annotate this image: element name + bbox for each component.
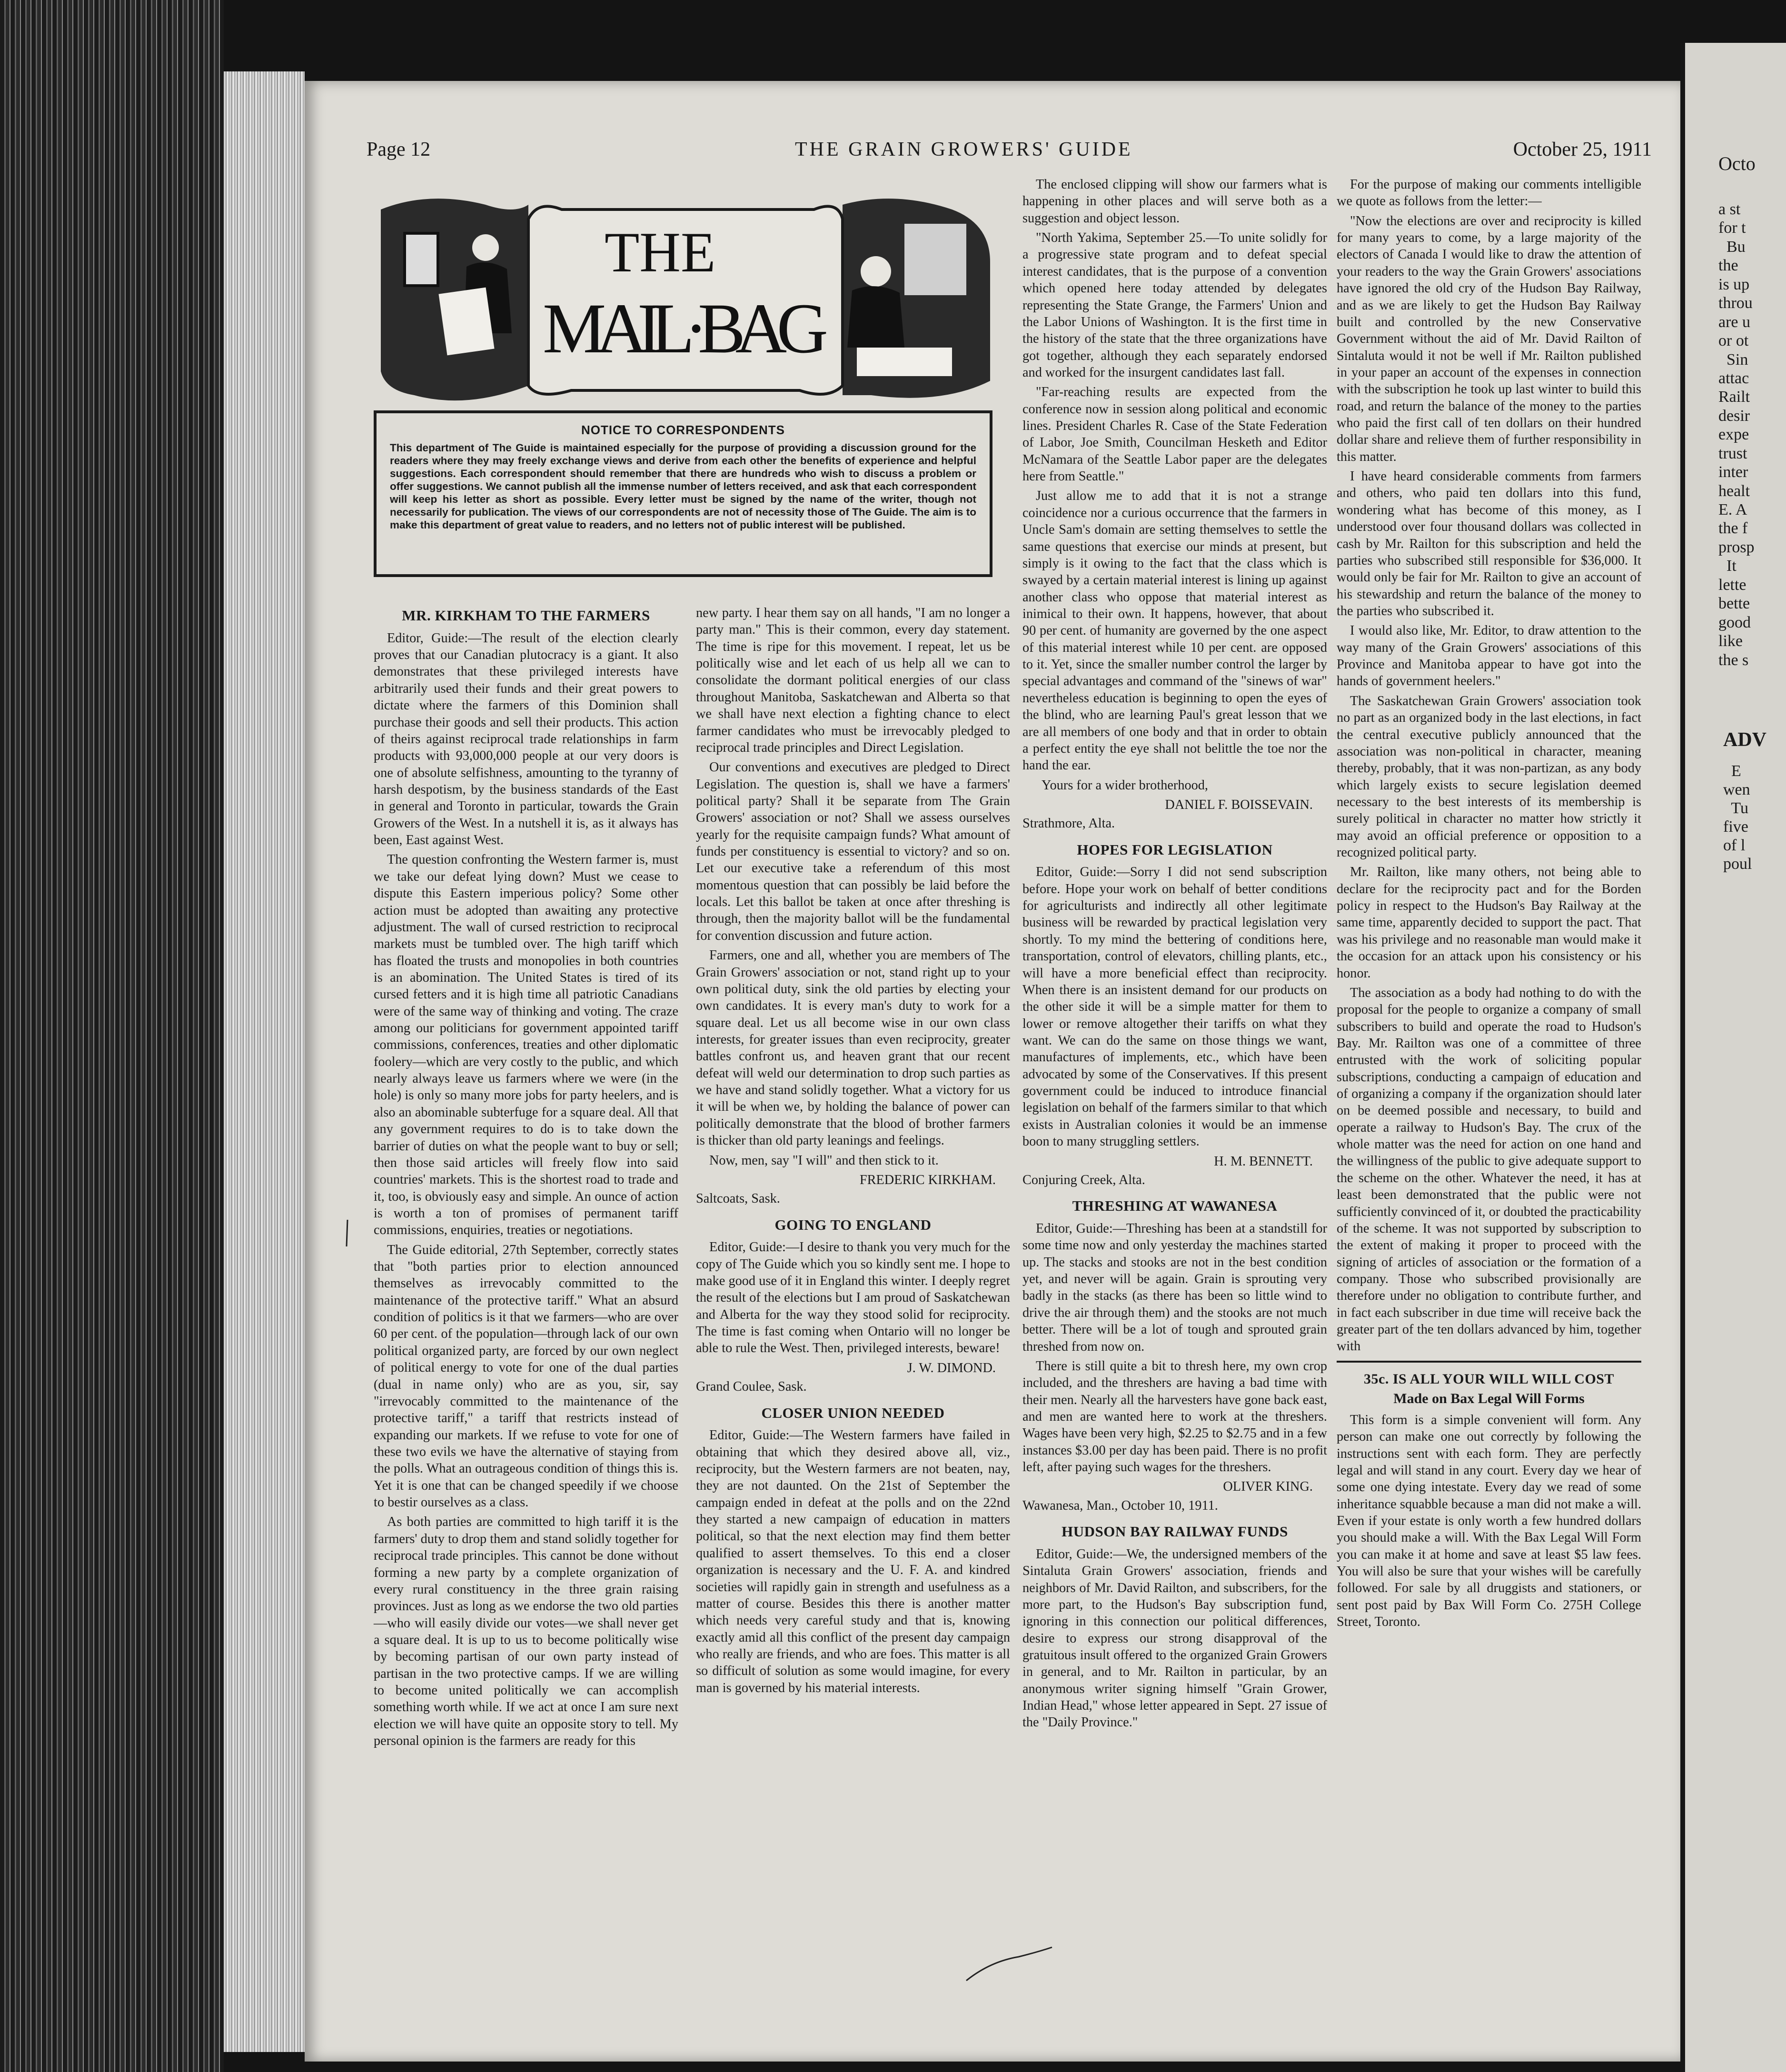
- mailbag-banner: [371, 190, 1000, 409]
- advert-subtitle: Made on Bax Legal Will Forms: [1393, 1391, 1585, 1407]
- kirkham-signature: FREDERIC KIRKHAM.: [859, 1172, 996, 1187]
- hudson-paragraph: "Now the elections are over and reciprocity is killed for many years to come, by a large majority of the electors of Canada I would like to draw the attention of your readers to the way the Grain Growers' associations have ignored the old cry of the Hudson Bay Railway, and as we are likely to get the Hudson Bay Railway built and controlled by the new Conservative Government without the aid of Mr. David Railton of Sintaluta would it not be well if Mr. Railton published in your paper an account of the expenses in connection with the subscription he took up last winter to build this road, and return the balance of the money to the parties who paid the first call of ten dollars on their hundred dollar share and relieve them of further responsibility in this matter.: [1337, 213, 1641, 464]
- book-binding: [0, 0, 224, 2072]
- kirkham-title: MR. KIRKHAM TO THE FARMERS: [402, 607, 650, 624]
- banner-mailbag: MAIL·BAG: [543, 289, 828, 368]
- kirkham-paragraph: The question confronting the Western farmer is, must we take our defeat lying down? Must we cease to dispute this Eastern imperious policy? Some other action must be adopted than awaiting any protective adjustment. The wall of cursed restriction to reciprocal markets must be tumbled over. The high tariff which has floated the trusts and monopolies in both countries is an abomination. The United States is tired of its cursed fetters and it is high time all patriotic Canadians were of the same way of thinking and voting. The craze among our politicians for government appointed tariff commissions, conferences, treaties and other diplomatic foolery—which are very costly to the public, and which nearly always leave us farmers where we were (in the hole) is only so many more jobs for party heelers, and is also an abominable subterfuge for a square deal. All that any government requires to do is to take down the barrier of duties on what the people want to buy or sell; then those said articles will freely flow into said countries' markets. This is the shortest road to trade and it, too, is obviously easy and simple. An ounce of action is worth a ton of promises of permanent tariff commissions, enquiries, treaties or negotiations.: [374, 852, 678, 1238]
- column-1: [374, 600, 678, 1752]
- closer-closing: Yours for a wider brotherhood,: [1042, 777, 1208, 793]
- closer-paragraph: The enclosed clipping will show our farmers what is happening in other places and will serve both as a suggestion and object lesson.: [1022, 177, 1327, 226]
- hudson-paragraph: Editor, Guide:—We, the undersigned members of the Sintaluta Grain Growers' association, friends and neighbors of Mr. David Railton, and subscribers, for the more part, to the Hudson's Bay subscription fund, ignoring in this connection our political differences, desire to express our strong disapproval of the gratuitous insult offered to the organized Grain Growers in general, and to Mr. Railton in particular, by an anonymous writer signing himself "Grain Grower, Indian Head," whose letter appeared in Sept. 27 issue of the "Daily Province.": [1022, 1546, 1327, 1730]
- kirkham-paragraph: Our conventions and executives are pledged to Direct Legislation. The question is, shall we have a farmers' political party? Shall it be separate from The Grain Growers' association or not? Shall we assess ourselves yearly for the requisite campaign funds? What amount of funds per constituency is essential to victory? and so on. Let our executive take a referendum of this most momentous question that can possibly be laid before the locals. Let this ballot be taken at once after threshing is through, then the majority ballot will be the fundamental for convention discussion and future action.: [696, 760, 1010, 943]
- hudson-paragraph: The association as a body had nothing to do with the proposal for the people to organize a company of small subscribers to build and operate the road to Hudson's Bay. Mr. Railton was one of a committee of three entrusted with the work of soliciting popular subscriptions, conducting a campaign of education and of organizing a company if the organization should later on be deemed possible and necessary, to build and operate a railway to Hudson's Bay. The crux of the whole matter was the need for action on one hand and the willingness of the public to give adequate support to the scheme on the other. Whatever the need, it has at least been demonstrated that the public were not sufficiently convinced of it, or doubted the practicability of the scheme. It was not supported by subscription to the extent of making it proper to proceed with the signing of articles of association or the formation of a company. Those who subscribed provisionally are therefore under no obligation to contribute further, and in fact each subscriber in due time will receive back the greater part of the ten dollars advanced by him, together with: [1337, 985, 1641, 1354]
- column-2: [696, 605, 1010, 1699]
- kirkham-paragraph: As both parties are committed to high tariff it is the farmers' duty to drop them and stand solidly together for reciprocal trade principles. This cannot be done without forming a new party by a complete organization of every rural constituency in the three grain raising provinces. Just as long as we endorse the two old parties—who will easily divide our votes—we shall never get a square deal. It is up to us to become politically wise by becoming partisan of our own party instead of partisan in the two protective camps. If we are willing to become united politically we can accomplish something worth while. If we act at once I am sure next election we will have quite an opposite story to tell. My personal opinion is the farmers are ready for this: [374, 1514, 678, 1749]
- page-number: Page 12: [367, 139, 431, 160]
- page-header: [367, 138, 1652, 167]
- column-4: [1337, 176, 1641, 1633]
- notice-to-correspondents: [374, 410, 992, 577]
- reader-head: [472, 234, 499, 261]
- wawanesa-paragraph: There is still quite a bit to thresh here, my own crop included, and the threshers are having a bad time with their men. Nearly all the harvesters have gone back east, and men are wanted here to work at the threshers. Wages have been very high, $2.25 to $2.75 and in a few instances $3.00 per day has been paid. There is no profit left, after paying such wages for the threshers.: [1022, 1358, 1327, 1475]
- england-title: GOING TO ENGLAND: [774, 1216, 932, 1233]
- hudson-paragraph: I would also like, Mr. Editor, to draw attention to the way many of the Grain Growers' associations of this Province and Manitoba appear to have got into the hands of government heelers.": [1337, 623, 1641, 689]
- hopes-signature: H. M. BENNETT.: [1214, 1154, 1313, 1169]
- adjacent-page: [1680, 43, 1786, 2072]
- closer-title: CLOSER UNION NEEDED: [761, 1404, 945, 1421]
- advert-title: 35c. IS ALL YOUR WILL WILL COST: [1364, 1371, 1614, 1387]
- kirkham-place: Saltcoats, Sask.: [696, 1191, 780, 1206]
- kirkham-paragraph: The Guide editorial, 27th September, correctly states that "both parties prior to election announced themselves as irrevocably committed to the maintenance of the protective tariff." What an absurd condition of politics is it that we farmers—who are over 60 per cent. of the population—through lack of our own political organized party, are forced by our own neglect of political energy to vote for one of the dual parties (dual in name only) who are as you, sir, say "irrevocably committed to the maintenance of the protective tariff," a tariff that restricts instead of expanding our markets. If we refuse to vote for one of these two evils we have the alternative of staying from the polls. What an outrageous condition of things this is. Yet it is one that can be changed speedily if we choose to bestir ourselves as a class.: [374, 1242, 678, 1510]
- issue-date: October 25, 1911: [1513, 139, 1652, 160]
- hopes-paragraph: Editor, Guide:—Sorry I did not send subscription before. Hope your work on behalf of better conditions for agriculturists and indirectly all other legitimate business will be rewarded by practical legislation very shortly. To my mind the bettering of conditions here, transportation, control of elevators, chilling plants, etc., will have a more beneficial effect than reciprocity. When there is an insistent demand for our products on the other side it will be a simple matter for them to lower or remove altogether their tariffs on what they want. We can do the same on those things we want, manufactures of implements, etc., which have been advocated by some of the Conservatives. If this present government could be induced to introduce financial legislation on behalf of the farmers similar to that which exists in Australian colonies it would be an immense boon to many struggling settlers.: [1022, 865, 1327, 1149]
- england-paragraph: Editor, Guide:—I desire to thank you very much for the copy of The Guide which you so kindly sent me. I hope to make good use of it in England this winter. I deeply regret the result of the elections but I am proud of Saskatchewan and Alberta for the way they stood solid for reciprocity. The time is fast coming when Ontario will no longer be able to rule the West. Then, privileged interests, beware!: [696, 1240, 1010, 1356]
- banner-the: THE: [605, 220, 716, 284]
- notice-body: This department of The Guide is maintained especially for the purpose of providing a discussion ground for the readers where they may freely exchange views and derive from each other the benefits of experience and helpful suggestions. Each correspondent should remember that there are hundreds who wish to discuss a problem or offer suggestions. We cannot publish all the immense number of letters received, and ask that each correspondent will keep his letter as short as possible. Every letter must be signed by the name of the writer, though not necessarily for publication. The views of our correspondents are not of necessity those of The Guide. The aim is to make this department of great value to readers, and no letters not of public interest will be published.: [390, 442, 976, 531]
- wawanesa-place: Wawanesa, Man., October 10, 1911.: [1022, 1498, 1218, 1513]
- closer-paragraph: "North Yakima, September 25.—To unite solidly for a progressive state program and to defeat special interest candidates, that is the purpose of a convention which opened here today attended by delegates representing the State Grange, the Farmers' Union and the Labor Unions of Washington. It is the first time in the history of the state that the three organizations have got together, although they each separately endorsed and worked for the insurgent candidates last fall.: [1022, 230, 1327, 380]
- margin-pencil-mark: [343, 1219, 352, 1247]
- paper-title: THE GRAIN GROWERS' GUIDE: [795, 139, 1133, 160]
- wawanesa-signature: OLIVER KING.: [1223, 1479, 1313, 1494]
- column-3: [1022, 176, 1327, 1734]
- closer-signature: DANIEL F. BOISSEVAIN.: [1165, 797, 1313, 812]
- closer-place: Strathmore, Alta.: [1022, 816, 1115, 831]
- writer-head: [861, 256, 891, 287]
- closer-paragraph: Editor, Guide:—The Western farmers have failed in obtaining that which they desired above all, viz., reciprocity, but the Western farmers are not beaten, nay, they are not daunted. On the 21st of September the campaign ended in defeat at the polls and on the 22nd they started a new campaign of education in matters political, so that the next election may find them better qualified to assert themselves. To this end a closer organization is necessary and the U. F. A. and kindred societies will rapidly gain in strength and usefulness as a matter of course. Besides this there is another matter which needs very careful study and that is, knowing exactly amid all this conflict of the present day campaign who really are friends, and who are foes. This matter is all so difficult of solution as some would imagine, for every man is governed by his material interests.: [696, 1428, 1010, 1695]
- hudson-title: HUDSON BAY RAILWAY FUNDS: [1062, 1523, 1288, 1540]
- closer-paragraph: "Far-reaching results are expected from the conference now in session along political and economic lines. President Charles R. Case of the State Federation of Labor, Joe Smith, Councilman Hesketh and Editor McNamara of the Seattle Labor paper are the delegates here from Seattle.": [1022, 385, 1327, 484]
- notice-title: NOTICE TO CORRESPONDENTS: [581, 423, 785, 437]
- england-signature: J. W. DIMOND.: [907, 1360, 996, 1375]
- england-place: Grand Coulee, Sask.: [696, 1379, 807, 1395]
- kirkham-paragraph: Editor, Guide:—The result of the election clearly proves that our Canadian plutocracy is a giant. It also demonstrates that these privileged interests have arbitrarily used their funds and their great powers to dictate where the farmers of this Dominion shall purchase their goods and sell their products. This action of theirs against reciprocal trade relationships in farm products with 93,000,000 people at our very doors is one of absolute selfishness, amounting to the tyranny of harsh despotism, by the business standards of the East in general and Toronto in particular, towards the Grain Growers of the West. In a nutshell it is, as it always has been, East against West.: [374, 630, 678, 848]
- hudson-paragraph: For the purpose of making our comments intelligible we quote as follows from the letter:—: [1337, 177, 1641, 209]
- hudson-paragraph: The Saskatchewan Grain Growers' association took no part as an organized body in the last elections, in fact the central executive publicly announced that the association was non-political in character, meaning thereby, probably, that it was non-partizan, as any body which largely exists to secure legislation deemed necessary to the best interests of its membership is surely political in character no matter how strictly it may avoid an official preference or opposition to a recognized political party.: [1337, 693, 1641, 860]
- adjacent-page-text-2: E wen Tu five of l poul: [1723, 762, 1752, 873]
- advert-body: This form is a simple convenient will form. Any person can make one out correctly by following the instructions sent with each form. They are perfectly legal and will stand in any court. Every day we hear of some one dying intestate. Every day we read of some inheritance squabble because a man did not make a will. Even if your estate is only worth a few hundred dollars you should make a will. With the Bax Legal Will Form you can make it at home and save at least $5 law fees. You will also be sure that your wishes will be carefully followed. For sale by all druggists and stationers, or sent post paid by Bax Will Form Co. 275H College Street, Toronto.: [1337, 1412, 1641, 1630]
- hopes-place: Conjuring Creek, Alta.: [1022, 1172, 1145, 1187]
- wawanesa-paragraph: Editor, Guide:—Threshing has been at a standstill for some time now and only yesterday the machines started up. The stacks and stooks are not in the best condition yet, and never will be again. Grain is sprouting very badly in the stacks (as there has been so little wind to drive the air through them) and the stooks are not much better. There will be a lot of tough and sprouted grain threshed from now on.: [1022, 1221, 1327, 1354]
- kirkham-paragraph: new party. I hear them say on all hands, "I am no longer a party man." This is their common, every day statement. The time is ripe for this movement. I repeat, let us be politically wise and let each of us help all we can to consolidate the dormant political energies of our class throughout Manitoba, Saskatchewan and Alberta so that we shall have next election a fighting chance to elect farmer candidates who must be irrevocably pledged to reciprocal trade principles and Direct Legislation.: [696, 606, 1010, 755]
- adjacent-page-text: a st for t Bu the is up throu are u or ot Sin attac Railt desir expe trust inter healt E. A the f prosp It lette bette good like the s: [1718, 200, 1755, 669]
- kirkham-paragraph: Farmers, one and all, whether you are members of The Grain Growers' association or not, stand right up to your own political duty, sink the old parties by electing your own candidates. It is every man's duty to work for a square deal. Let us all become wise in our own class interests, for greater issues than even reciprocity, greater battles confront us, and heaven grant that our recent defeat will weld our determination to drop such parties as we have and stand solidly together. What a victory for us it will be when we, by holding the balance of power can politically demonstrate that the blood of brother farmers is thicker than old party leanings and feelings.: [696, 948, 1010, 1148]
- hudson-paragraph: I have heard considerable comments from farmers and others, who paid ten dollars into this fund, wondering what has become of this money, as I understood over four thousand dollars was collected in cash by Mr. Railton for this subscription and held the parties who subscribed still responsible for $36,000. It would only be fair for Mr. Railton to give an account of his stewardship and return the balance of the money to the parties who subscribed it.: [1337, 469, 1641, 618]
- page-edges: [224, 71, 305, 2052]
- adjacent-page-date: Octo: [1718, 153, 1756, 174]
- will-form-advertisement: [1337, 1361, 1641, 1631]
- hudson-paragraph: Mr. Railton, like many others, not being able to declare for the reciprocity pact and for the Borden policy in respect to the Hudson's Bay Railway at the same time, apparently decided to support the pact. That was his privilege and no reasonable man would make it the occasion for an attack upon his consistency or his honor.: [1337, 865, 1641, 981]
- window-illustration: [405, 233, 438, 286]
- pencil-scribble: [962, 1942, 1057, 1985]
- hopes-title: HOPES FOR LEGISLATION: [1077, 841, 1273, 858]
- wawanesa-title: THRESHING AT WAWANESA: [1072, 1197, 1278, 1215]
- desk-illustration: [857, 348, 952, 376]
- adjacent-page-heading: ADV: [1723, 729, 1766, 751]
- kirkham-paragraph: Now, men, say "I will" and then stick to it.: [709, 1153, 939, 1168]
- newspaper-illustration: [438, 288, 494, 356]
- closer-paragraph: Just allow me to add that it is not a strange coincidence nor a curious occurrence that the farmers in Uncle Sam's domain are setting themselves to settle the same questions that exercise our minds at present, but simply is it owing to the fact that the class which is swayed by a certain material interest is lining up against another class who oppose that material interest as inimical to their own. It happens, however, that about 90 per cent. of humanity are governed by the one aspect of this material interest while 10 per cent. are opposed to it. Yet, since the smaller number control the larger by special advantages and command of the "sinews of war" nevertheless education is beginning to open the eyes of the blind, who are learning Paul's great lesson that we are all members of one body and that in order to obtain a perfect entity the eye shall not belittle the toe nor the hand the ear.: [1022, 488, 1327, 773]
